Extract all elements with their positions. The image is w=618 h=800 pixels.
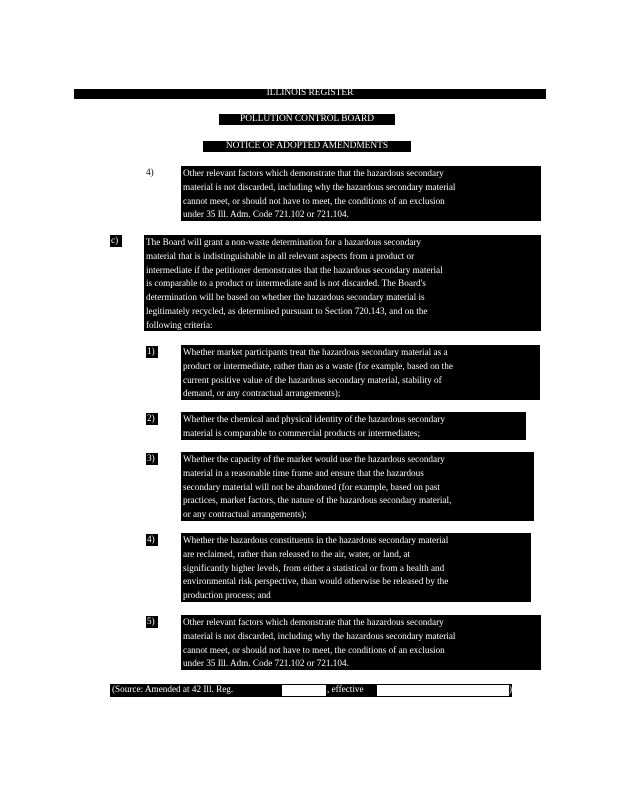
section-c-paragraph: The Board will grant a non-waste determination for a hazardous secondary material that is indistinguishable in all relevant aspects from a product or intermediate if the petitioner demonstrates that the hazardous secondary material is comparable to a product or intermediate and is not discarded. The Board's determination will be based on whether the hazardous secondary material is legitimately recycled, as determined pursuant to Section 720.143, and on the following criteria: bbox=[144, 235, 541, 331]
criterion-2-number: 2) bbox=[147, 413, 155, 423]
criterion-4-number: 4) bbox=[147, 534, 155, 544]
criterion-1-paragraph: Whether market participants treat the hazardous secondary material as a product or intermediate, rather than as a waste (for example, based on the current positive value of the hazardous secondary material, stability of demand, or any contractual arrangements); bbox=[181, 345, 540, 400]
criterion-5-number: 5) bbox=[147, 616, 155, 626]
source-note-gap-2 bbox=[377, 685, 509, 696]
criterion-5-paragraph: Other relevant factors which demonstrate that the hazardous secondary material is not discarded, including why the hazardous secondary material cannot meet, or should not have to meet, the conditions of an exclusion under 35 Ill. Adm. Code 721.102 or 721.104. bbox=[181, 615, 541, 670]
criterion-3-number: 3) bbox=[147, 453, 155, 463]
source-note-prefix: (Source: Amended at 42 Ill. Reg. bbox=[112, 684, 234, 694]
criterion-4-paragraph: Whether the hazardous constituents in the hazardous secondary material are reclaimed, rather than released to the air, water, or land, at significantly higher levels, from either a statistical or from a health and environmental risk perspective, than would otherwise be released by the production process; and bbox=[181, 533, 531, 602]
section-c-letter: c) bbox=[111, 235, 119, 245]
criterion-3-paragraph: Whether the capacity of the market would use the hazardous secondary material in a reasonable time frame and ensure that the hazardous secondary material will not be abandoned (for example, based on past practices, market factors, the nature of the hazardous secondary material, or any contractual arrangements); bbox=[181, 452, 534, 521]
source-note-gap-1 bbox=[282, 685, 326, 696]
item-4-paragraph: Other relevant factors which demonstrate that the hazardous secondary material is not discarded, including why the hazardous secondary material cannot meet, or should not have to meet, the conditions of an exclusion under 35 Ill. Adm. Code 721.102 or 721.104. bbox=[181, 166, 541, 221]
criterion-1-number: 1) bbox=[147, 346, 155, 356]
source-note-effective: , effective bbox=[327, 684, 364, 694]
source-note-suffix: ) bbox=[509, 684, 513, 694]
notice-title: NOTICE OF ADOPTED AMENDMENTS bbox=[225, 141, 389, 151]
item-4-number: 4) bbox=[146, 167, 154, 177]
criterion-2-paragraph: Whether the chemical and physical identity of the hazardous secondary material is comparable to commercial products or intermediates; bbox=[181, 412, 526, 440]
register-title: ILLINOIS REGISTER bbox=[266, 88, 354, 98]
board-title: POLLUTION CONTROL BOARD bbox=[239, 114, 375, 124]
